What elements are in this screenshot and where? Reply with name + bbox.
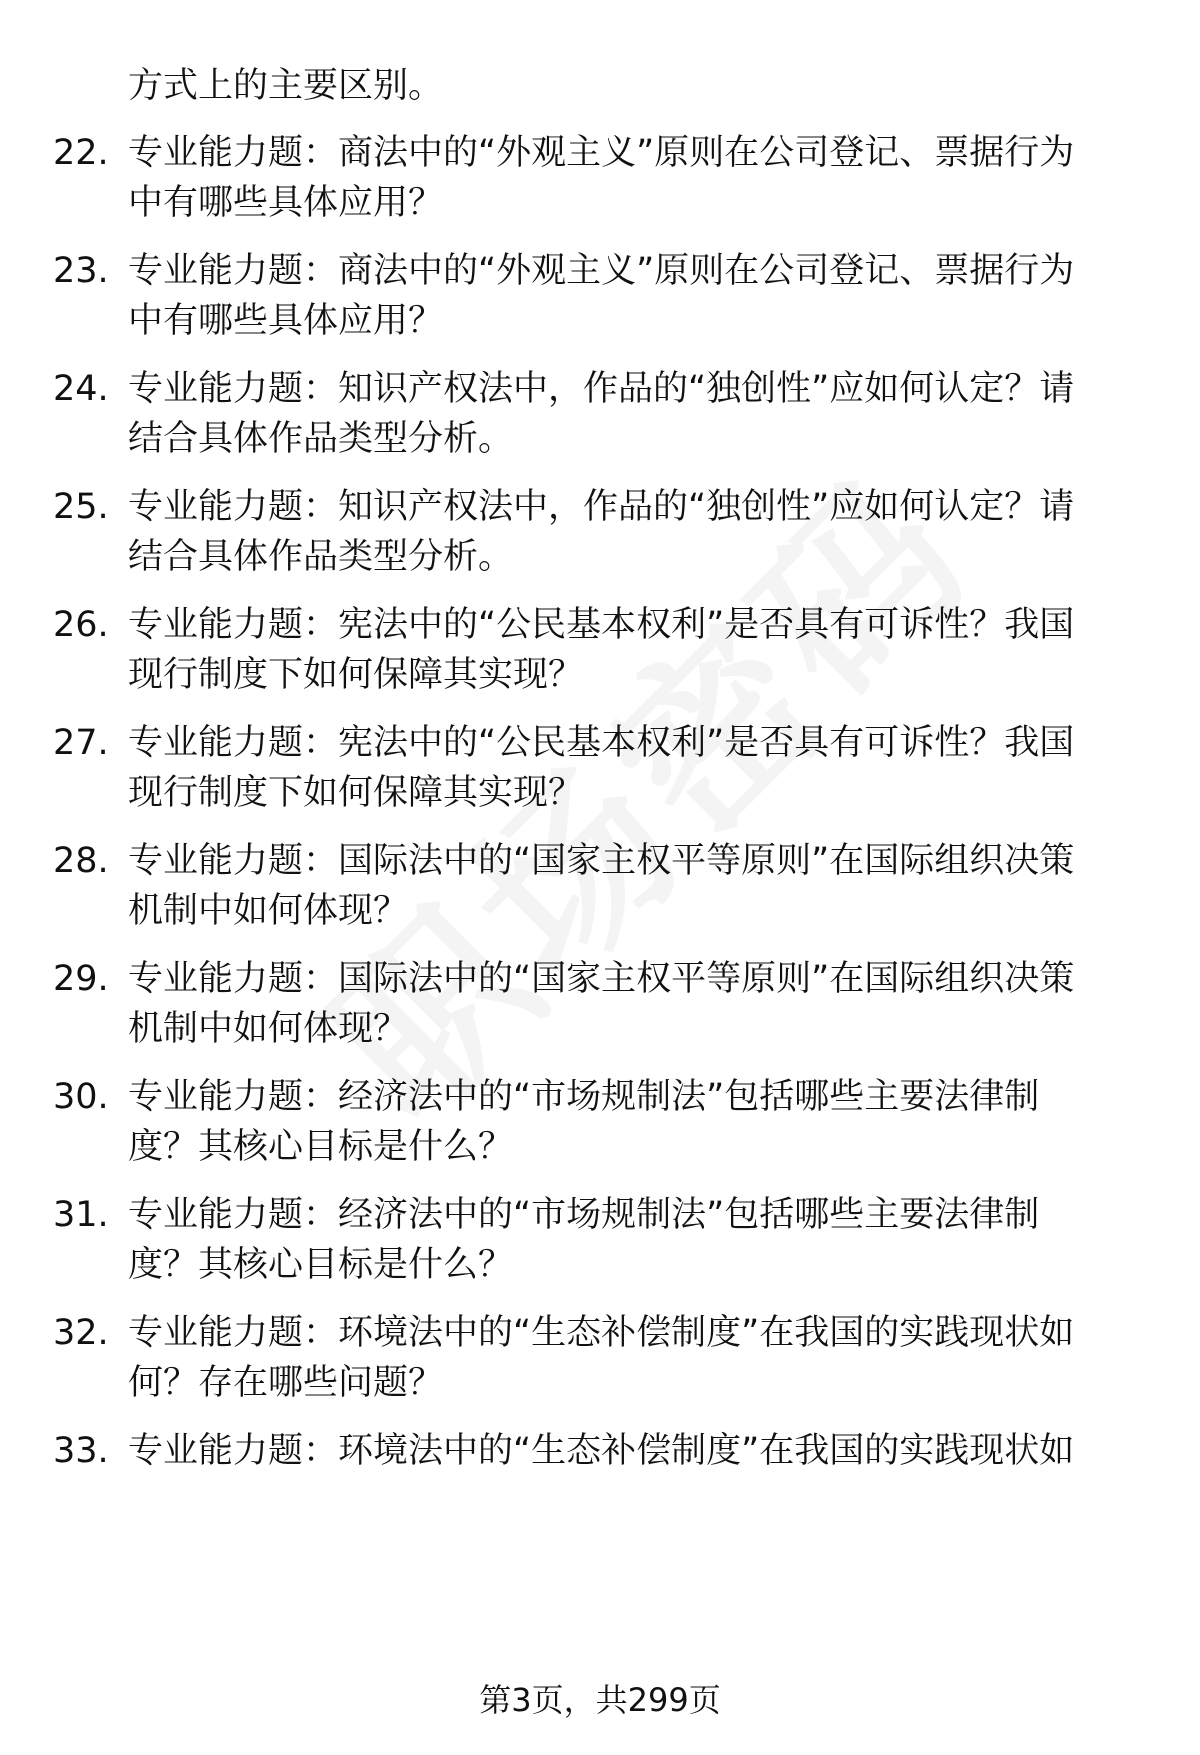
question-text-line1: 专业能力题：宪法中的“公民基本权利”是否具有可诉性？我国 (128, 723, 1075, 763)
question-number: 22. (53, 133, 109, 173)
question-text-line1: 专业能力题：国际法中的“国家主权平等原则”在国际组织决策 (128, 959, 1075, 999)
question-number: 23. (53, 251, 109, 291)
question-number: 24. (53, 369, 109, 409)
carryover-text: 方式上的主要区别。 (128, 66, 444, 106)
question-text-line1: 专业能力题：经济法中的“市场规制法”包括哪些主要法律制 (128, 1077, 1040, 1117)
question-text-line2: 中有哪些具体应用？ (128, 183, 444, 223)
question-text-line2: 度？其核心目标是什么？ (128, 1245, 514, 1285)
question-item (0, 601, 1200, 701)
question-text-line1: 专业能力题：知识产权法中，作品的“独创性”应如何认定？请 (128, 369, 1075, 409)
question-item (0, 1191, 1200, 1291)
question-number: 25. (53, 487, 109, 527)
question-number: 33. (53, 1431, 109, 1471)
question-number: 30. (53, 1077, 109, 1117)
question-item (0, 837, 1200, 937)
question-text-line2: 度？其核心目标是什么？ (128, 1127, 514, 1167)
question-text-line1: 专业能力题：商法中的“外观主义”原则在公司登记、票据行为 (128, 251, 1075, 291)
question-item (0, 483, 1200, 583)
question-item (0, 365, 1200, 465)
question-text-line2: 何？存在哪些问题？ (128, 1363, 444, 1403)
question-text-line2: 现行制度下如何保障其实现？ (128, 773, 584, 813)
question-text-line1: 专业能力题：宪法中的“公民基本权利”是否具有可诉性？我国 (128, 605, 1075, 645)
question-text-line2: 机制中如何体现？ (128, 1009, 409, 1049)
question-text-line1: 专业能力题：经济法中的“市场规制法”包括哪些主要法律制 (128, 1195, 1040, 1235)
page-footer: 第3页，共299页 (479, 1681, 721, 1719)
question-item (0, 719, 1200, 819)
question-number: 27. (53, 723, 109, 763)
question-item (0, 955, 1200, 1055)
question-text-line1: 专业能力题：知识产权法中，作品的“独创性”应如何认定？请 (128, 487, 1075, 527)
question-text-line1: 专业能力题：环境法中的“生态补偿制度”在我国的实践现状如 (128, 1313, 1075, 1353)
question-text-line2: 中有哪些具体应用？ (128, 301, 444, 341)
question-item (0, 1073, 1200, 1173)
question-text-line1: 专业能力题：环境法中的“生态补偿制度”在我国的实践现状如 (128, 1431, 1075, 1471)
question-text-line2: 机制中如何体现？ (128, 891, 409, 931)
question-number: 29. (53, 959, 109, 999)
question-text-line2: 现行制度下如何保障其实现？ (128, 655, 584, 695)
question-text-line1: 专业能力题：国际法中的“国家主权平等原则”在国际组织决策 (128, 841, 1075, 881)
question-number: 31. (53, 1195, 109, 1235)
question-number: 32. (53, 1313, 109, 1353)
question-item (0, 247, 1200, 347)
question-number: 28. (53, 841, 109, 881)
question-item (0, 1309, 1200, 1409)
question-text-line2: 结合具体作品类型分析。 (128, 419, 514, 459)
question-item (0, 1427, 1200, 1527)
question-text-line2: 结合具体作品类型分析。 (128, 537, 514, 577)
question-text-line1: 专业能力题：商法中的“外观主义”原则在公司登记、票据行为 (128, 133, 1075, 173)
question-number: 26. (53, 605, 109, 645)
question-item (0, 129, 1200, 229)
